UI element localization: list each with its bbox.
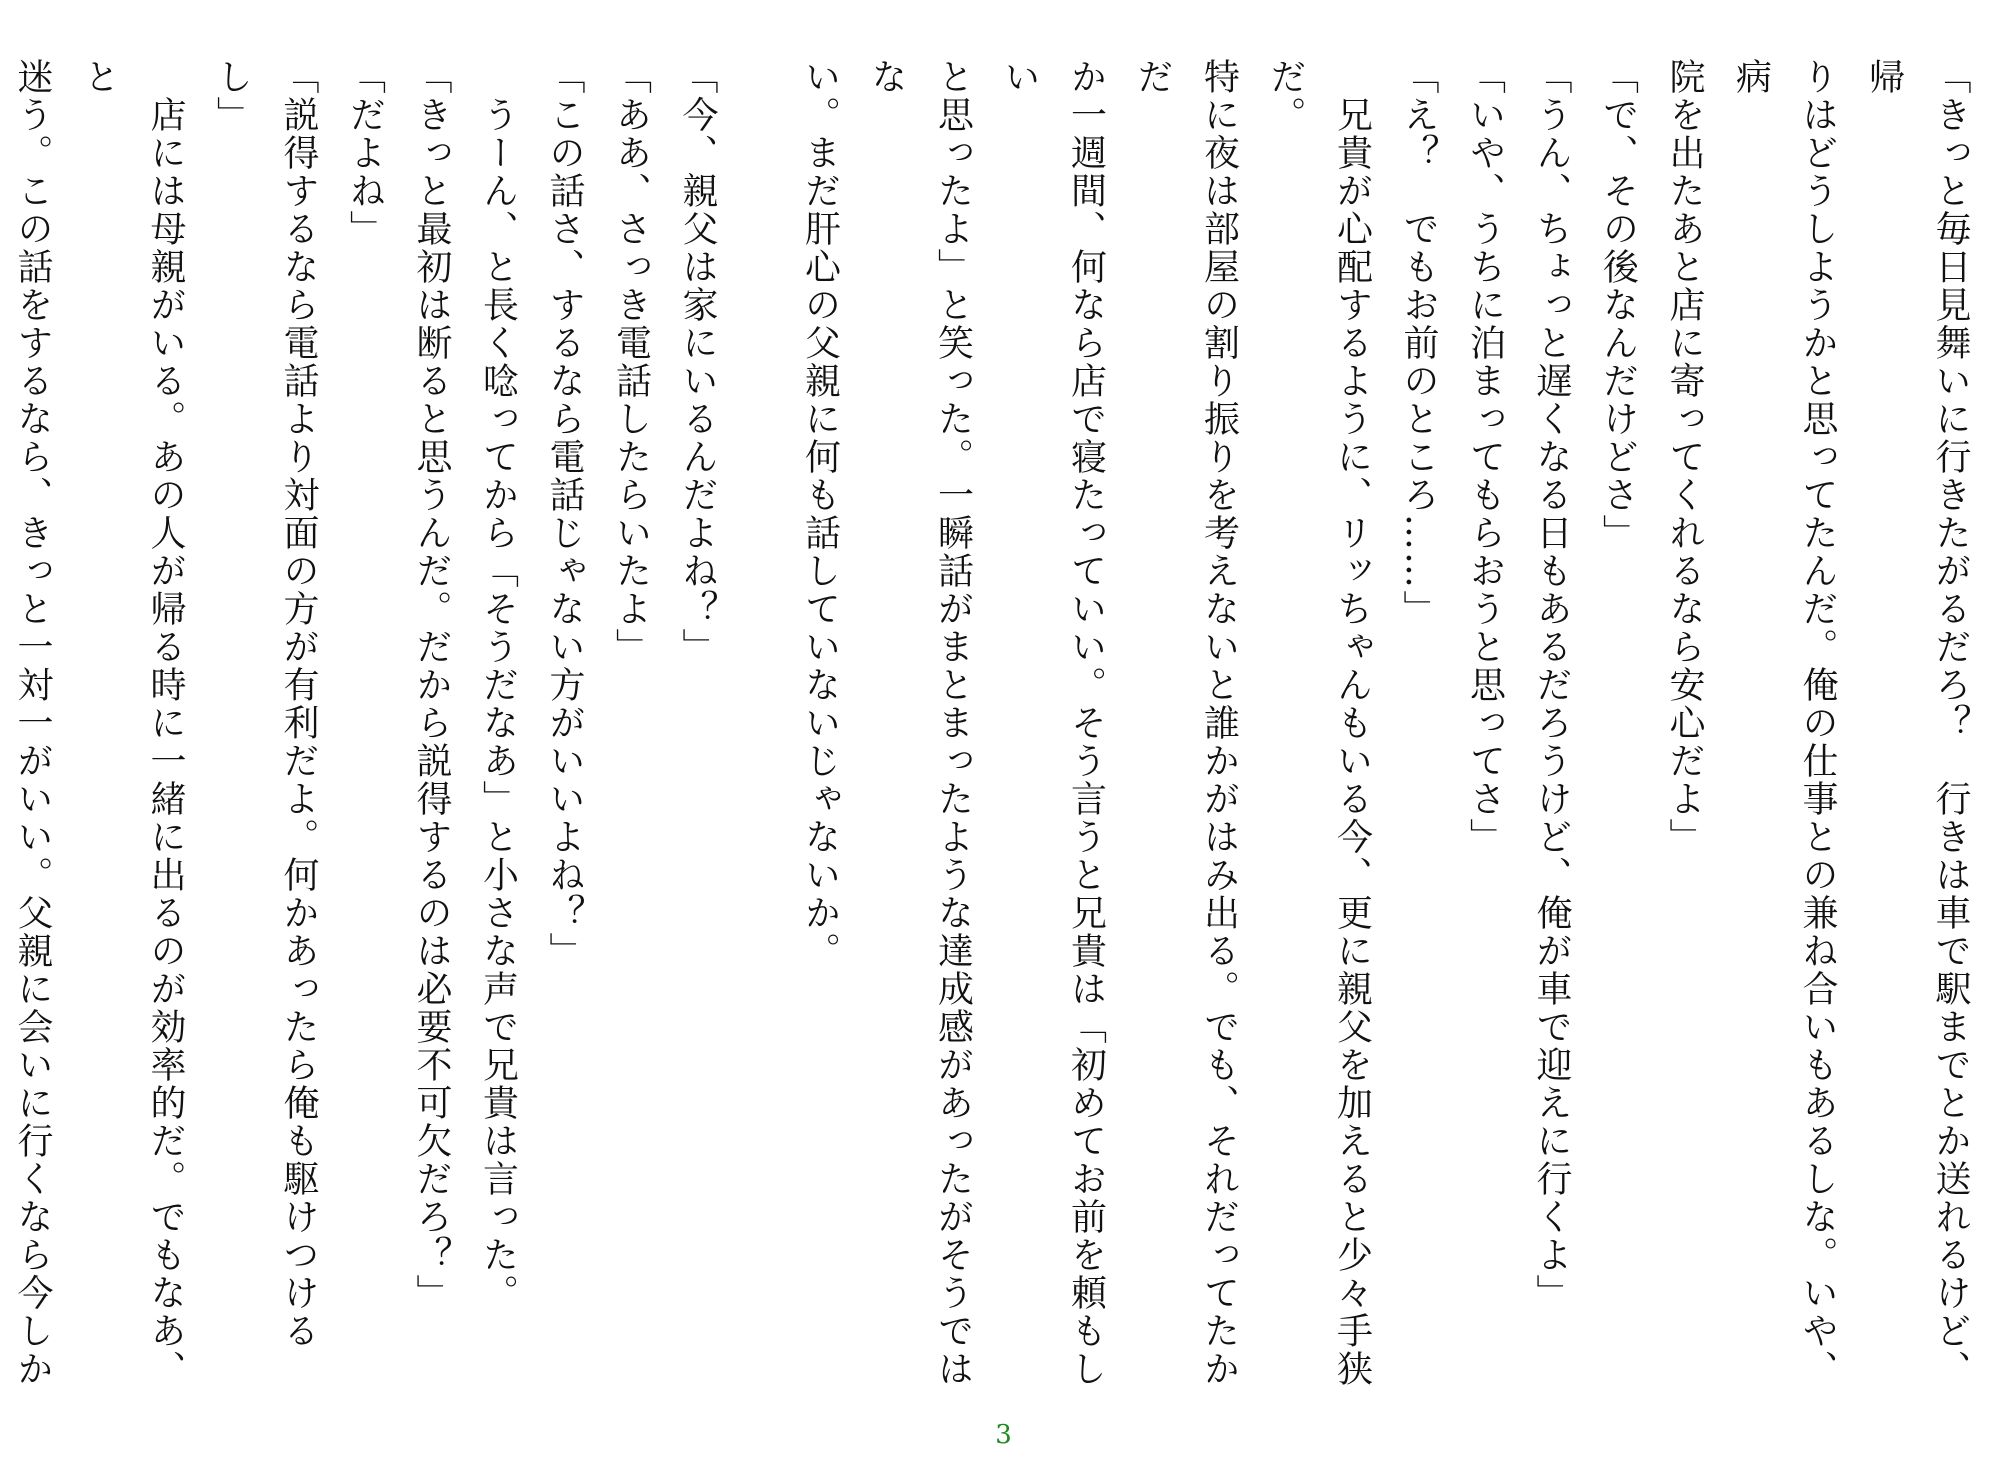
text-line: 「説得するなら電話より対面の方が有利だよ。何かあったら俺も駆けつけるし」 [211, 58, 319, 1350]
vertical-text-body [12, 58, 1983, 1388]
section-gap [730, 58, 786, 1388]
text-line: 迷う。この話をするなら、きっと一対一がいい。父親に会いに行くなら今しか [12, 58, 53, 1388]
text-line: 店には母親がいる。あの人が帰る時に一緒に出るのが効率的だ。でもなあ、と [78, 58, 186, 1388]
text-line: と思ったよ」と笑った。一瞬話がまとまったような達成感があったがそうではな [866, 58, 974, 1388]
text-line: 「いや、うちに泊まってもらおうと思ってさ」 [1464, 58, 1506, 856]
text-line: 「この話さ、するなら電話じゃない方がいいよね？」 [544, 58, 585, 970]
text-line: うーん、と長く唸ってから「そうだなあ」と小さな声で兄貴は言った。 [477, 58, 519, 1312]
text-line: 「今、親父は家にいるんだよね？」 [677, 58, 718, 666]
page-number: 3 [995, 1420, 1012, 1450]
text-line: 「え？ でもお前のところ……」 [1398, 58, 1439, 628]
text-line: 兄貴が心配するように、リッちゃんもいる今、更に親父を加えると少々手狭だ。 [1265, 58, 1373, 1388]
text-line: 院を出たあと店に寄ってくれるなら安心だよ」 [1664, 58, 1705, 856]
text-line: 特に夜は部屋の割り振りを考えないと誰かがはみ出る。でも、それだってたかだ [1132, 58, 1240, 1388]
text-line: か一週間、何なら店で寝たっていい。そう言うと兄貴は「初めてお前を頼もしい [999, 58, 1107, 1388]
text-line: 「きっと最初は断ると思うんだ。だから説得するのは必要不可欠だろ？」 [411, 58, 452, 1312]
text-line: い。まだ肝心の父親に何も話していないじゃないか。 [799, 58, 841, 970]
text-line: 「ああ、さっき電話したらいたよ」 [610, 58, 652, 666]
text-line: 「で、その後なんだけどさ」 [1597, 58, 1639, 552]
text-line: 「だよね」 [344, 58, 386, 248]
text-line: 「きっと毎日見舞いに行きたがるだろ？ 行きは車で駅までとか送れるけど、帰 [1863, 58, 1971, 1388]
text-line: りはどうしようかと思ってたんだ。俺の仕事との兼ね合いもあるしな。いや、病 [1730, 58, 1838, 1388]
text-line: 「うん、ちょっと遅くなる日もあるだろうけど、俺が車で迎えに行くよ」 [1531, 58, 1572, 1312]
